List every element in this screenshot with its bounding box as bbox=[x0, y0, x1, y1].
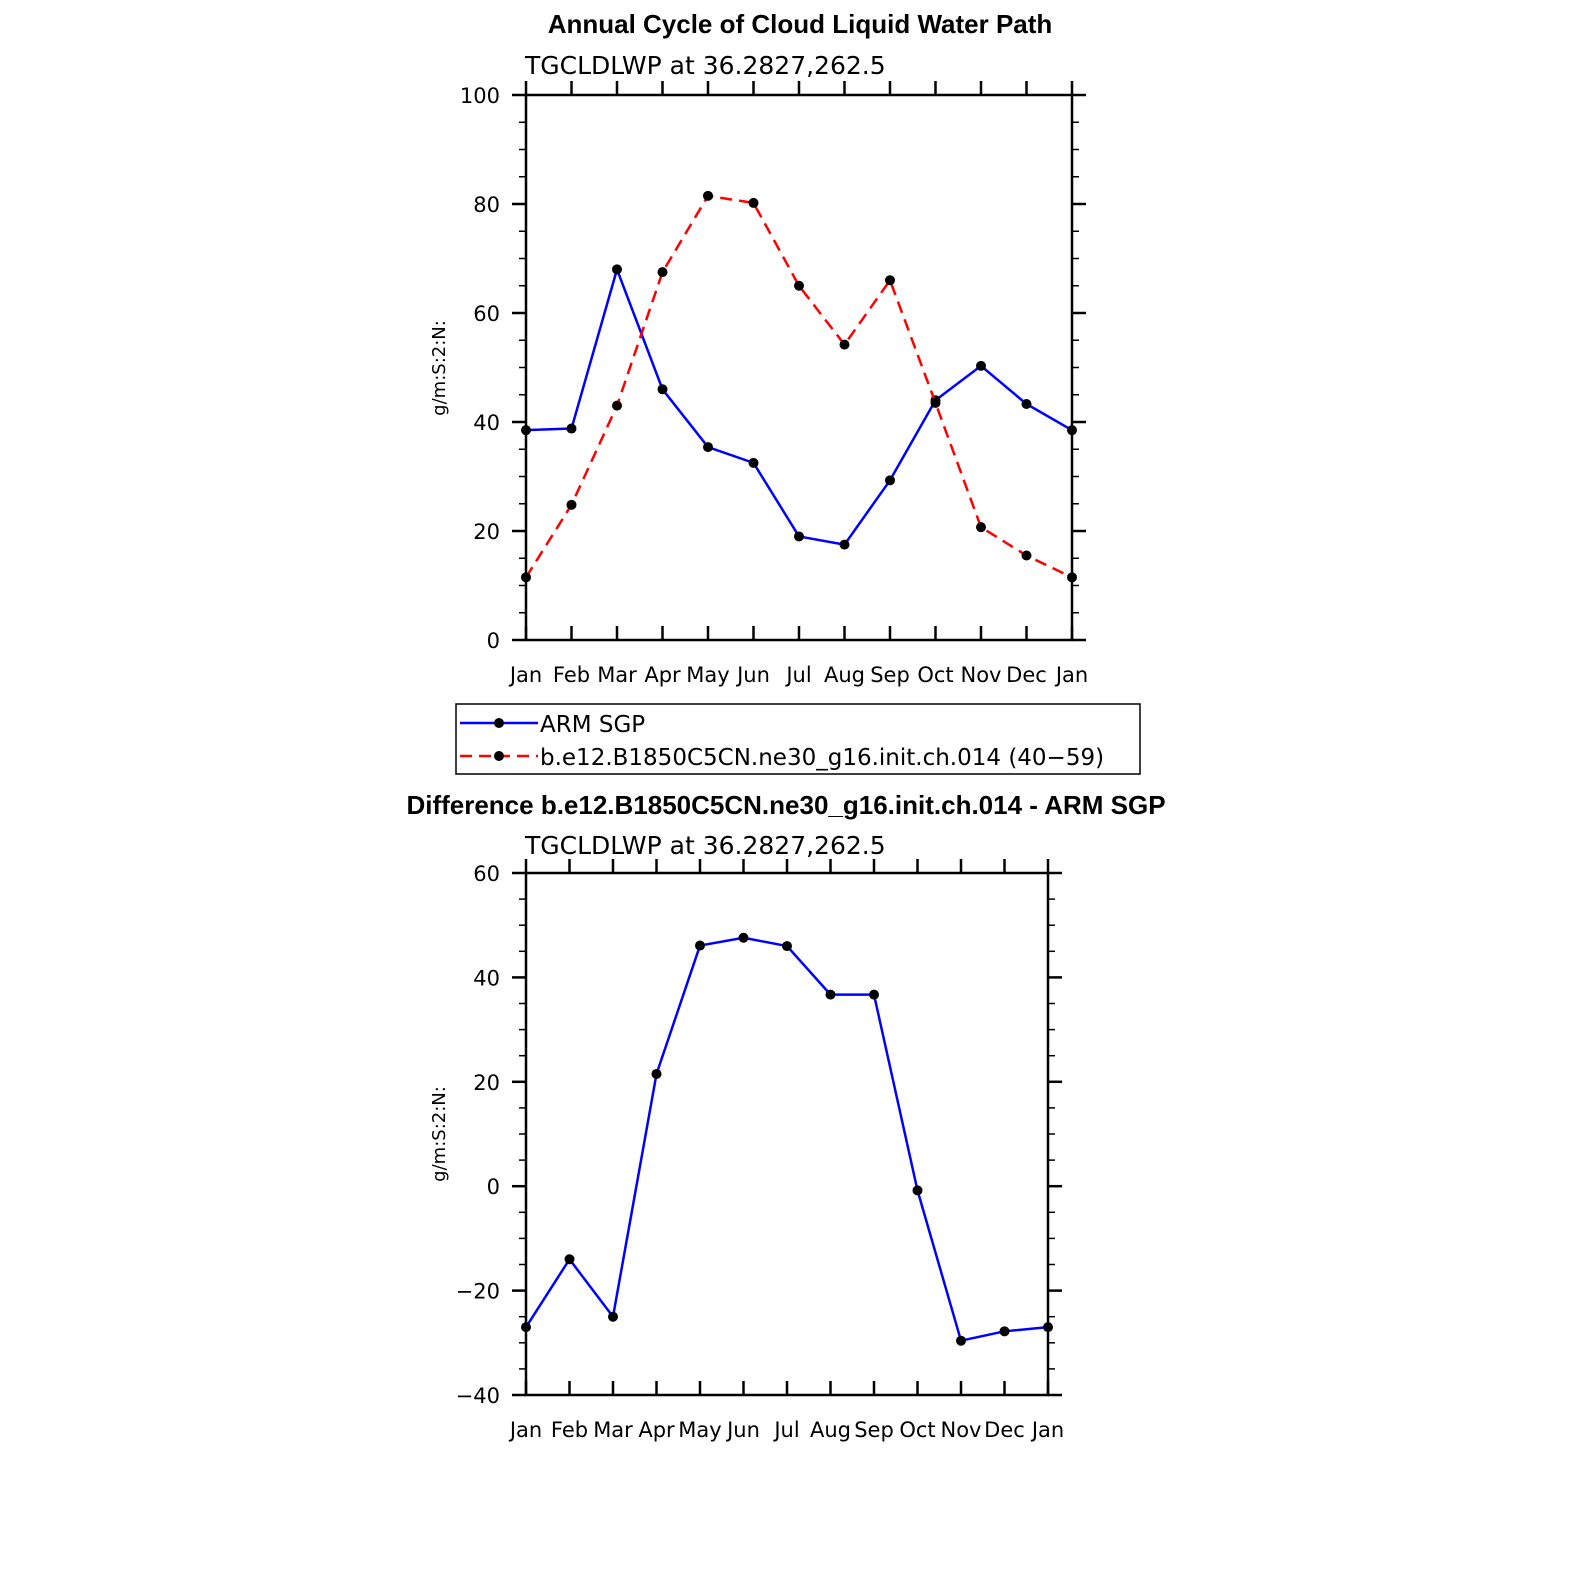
data-point bbox=[521, 572, 531, 582]
x-tick-label: Nov bbox=[940, 1418, 982, 1442]
data-point bbox=[976, 522, 986, 532]
x-tick-label: Mar bbox=[597, 663, 637, 687]
x-tick-label: Jul bbox=[774, 1418, 800, 1442]
data-point bbox=[885, 275, 895, 285]
data-point bbox=[749, 198, 759, 208]
x-tick-label: Dec bbox=[984, 1418, 1025, 1442]
data-point bbox=[521, 425, 531, 435]
x-tick-label: Oct bbox=[899, 1418, 936, 1442]
data-point bbox=[869, 990, 879, 1000]
y-tick-label: 100 bbox=[459, 84, 500, 108]
x-tick-label: Apr bbox=[644, 663, 681, 687]
x-tick-label: Nov bbox=[960, 663, 1002, 687]
data-point bbox=[1022, 551, 1032, 561]
data-point bbox=[658, 384, 668, 394]
y-tick-label: 60 bbox=[473, 862, 500, 886]
y-tick-label: 80 bbox=[473, 193, 500, 217]
data-point bbox=[658, 267, 668, 277]
data-point bbox=[567, 424, 577, 434]
x-tick-label: Feb bbox=[550, 1418, 589, 1442]
y-tick-label: 20 bbox=[473, 1070, 500, 1095]
x-tick-label: Jul bbox=[786, 663, 812, 687]
data-point bbox=[956, 1336, 966, 1346]
series-line-0 bbox=[526, 938, 1048, 1341]
data-point bbox=[703, 442, 713, 452]
chart-subtitle: TGCLDLWP at 36.2827,262.5 bbox=[525, 51, 886, 80]
x-tick-label: Mar bbox=[593, 1418, 633, 1442]
data-point bbox=[1043, 1322, 1053, 1332]
data-point bbox=[612, 401, 622, 411]
legend-marker-arm-sgp bbox=[494, 718, 504, 728]
x-tick-label: Aug bbox=[823, 663, 866, 687]
plot-axes bbox=[456, 859, 1065, 1442]
chart-title: Difference b.e12.B1850C5CN.ne30_g16.init.ch.014 - ARM SGP bbox=[406, 790, 1166, 820]
plot-frame bbox=[526, 95, 1072, 640]
x-tick-label: Sep bbox=[870, 663, 910, 687]
y-tick-label: 0 bbox=[486, 1175, 500, 1200]
data-point bbox=[913, 1185, 923, 1195]
data-point bbox=[840, 340, 850, 350]
y-tick-label: −20 bbox=[455, 1279, 500, 1304]
x-tick-label: Dec bbox=[1006, 663, 1047, 687]
x-tick-label: Jan bbox=[1055, 663, 1089, 687]
x-tick-label: Sep bbox=[854, 1418, 894, 1442]
data-point bbox=[1000, 1326, 1010, 1336]
plot-marks bbox=[521, 191, 1077, 583]
legend-marker-model bbox=[494, 751, 504, 761]
x-tick-label: Jan bbox=[509, 663, 543, 687]
data-point bbox=[1022, 399, 1032, 409]
data-point bbox=[703, 191, 713, 201]
x-tick-label: Oct bbox=[917, 663, 954, 687]
data-point bbox=[521, 1322, 531, 1332]
series-line-0 bbox=[526, 269, 1072, 544]
data-point bbox=[1067, 572, 1077, 582]
chart-title: Annual Cycle of Cloud Liquid Water Path bbox=[547, 9, 1053, 39]
data-point bbox=[608, 1312, 618, 1322]
plot-marks bbox=[521, 933, 1053, 1346]
legend-label-arm-sgp: ARM SGP bbox=[540, 712, 646, 738]
annual-cycle-chart bbox=[429, 9, 1088, 687]
plot-frame bbox=[526, 873, 1048, 1395]
legend-label-model: b.e12.B1850C5CN.ne30_g16.init.ch.014 (40−59) bbox=[540, 745, 1105, 771]
y-tick-label: 40 bbox=[473, 966, 500, 991]
y-axis-label: g/m:S:2:N: bbox=[429, 320, 450, 416]
x-tick-label: May bbox=[678, 1418, 722, 1442]
y-tick-label: 20 bbox=[473, 520, 500, 544]
data-point bbox=[749, 458, 759, 468]
plot-axes bbox=[460, 81, 1088, 687]
x-tick-label: May bbox=[686, 663, 730, 687]
data-point bbox=[794, 281, 804, 291]
data-point bbox=[1067, 425, 1077, 435]
difference-chart bbox=[406, 790, 1165, 1442]
data-point bbox=[840, 540, 850, 550]
data-point bbox=[652, 1069, 662, 1079]
data-point bbox=[885, 475, 895, 485]
data-point bbox=[794, 531, 804, 541]
x-tick-label: Aug bbox=[809, 1418, 852, 1442]
x-tick-label: Feb bbox=[552, 663, 591, 687]
chart-subtitle: TGCLDLWP at 36.2827,262.5 bbox=[525, 831, 886, 860]
data-point bbox=[826, 990, 836, 1000]
data-point bbox=[739, 933, 749, 943]
data-point bbox=[976, 361, 986, 371]
x-tick-label: Jun bbox=[727, 1418, 760, 1442]
data-point bbox=[782, 941, 792, 951]
data-point bbox=[695, 941, 705, 951]
data-point bbox=[565, 1254, 575, 1264]
y-tick-label: 40 bbox=[473, 411, 500, 435]
data-point bbox=[612, 264, 622, 274]
y-tick-label: −40 bbox=[455, 1384, 500, 1408]
y-tick-label: 0 bbox=[486, 629, 500, 653]
x-tick-label: Jan bbox=[1031, 1418, 1065, 1442]
data-point bbox=[567, 500, 577, 510]
y-tick-label: 60 bbox=[473, 302, 500, 326]
x-tick-label: Jan bbox=[509, 1418, 543, 1442]
series-line-1 bbox=[526, 196, 1072, 578]
x-tick-label: Apr bbox=[638, 1418, 675, 1442]
y-axis-label: g/m:S:2:N: bbox=[429, 1086, 450, 1182]
data-point bbox=[931, 398, 941, 408]
legend bbox=[456, 704, 1140, 774]
x-tick-label: Jun bbox=[737, 663, 770, 687]
